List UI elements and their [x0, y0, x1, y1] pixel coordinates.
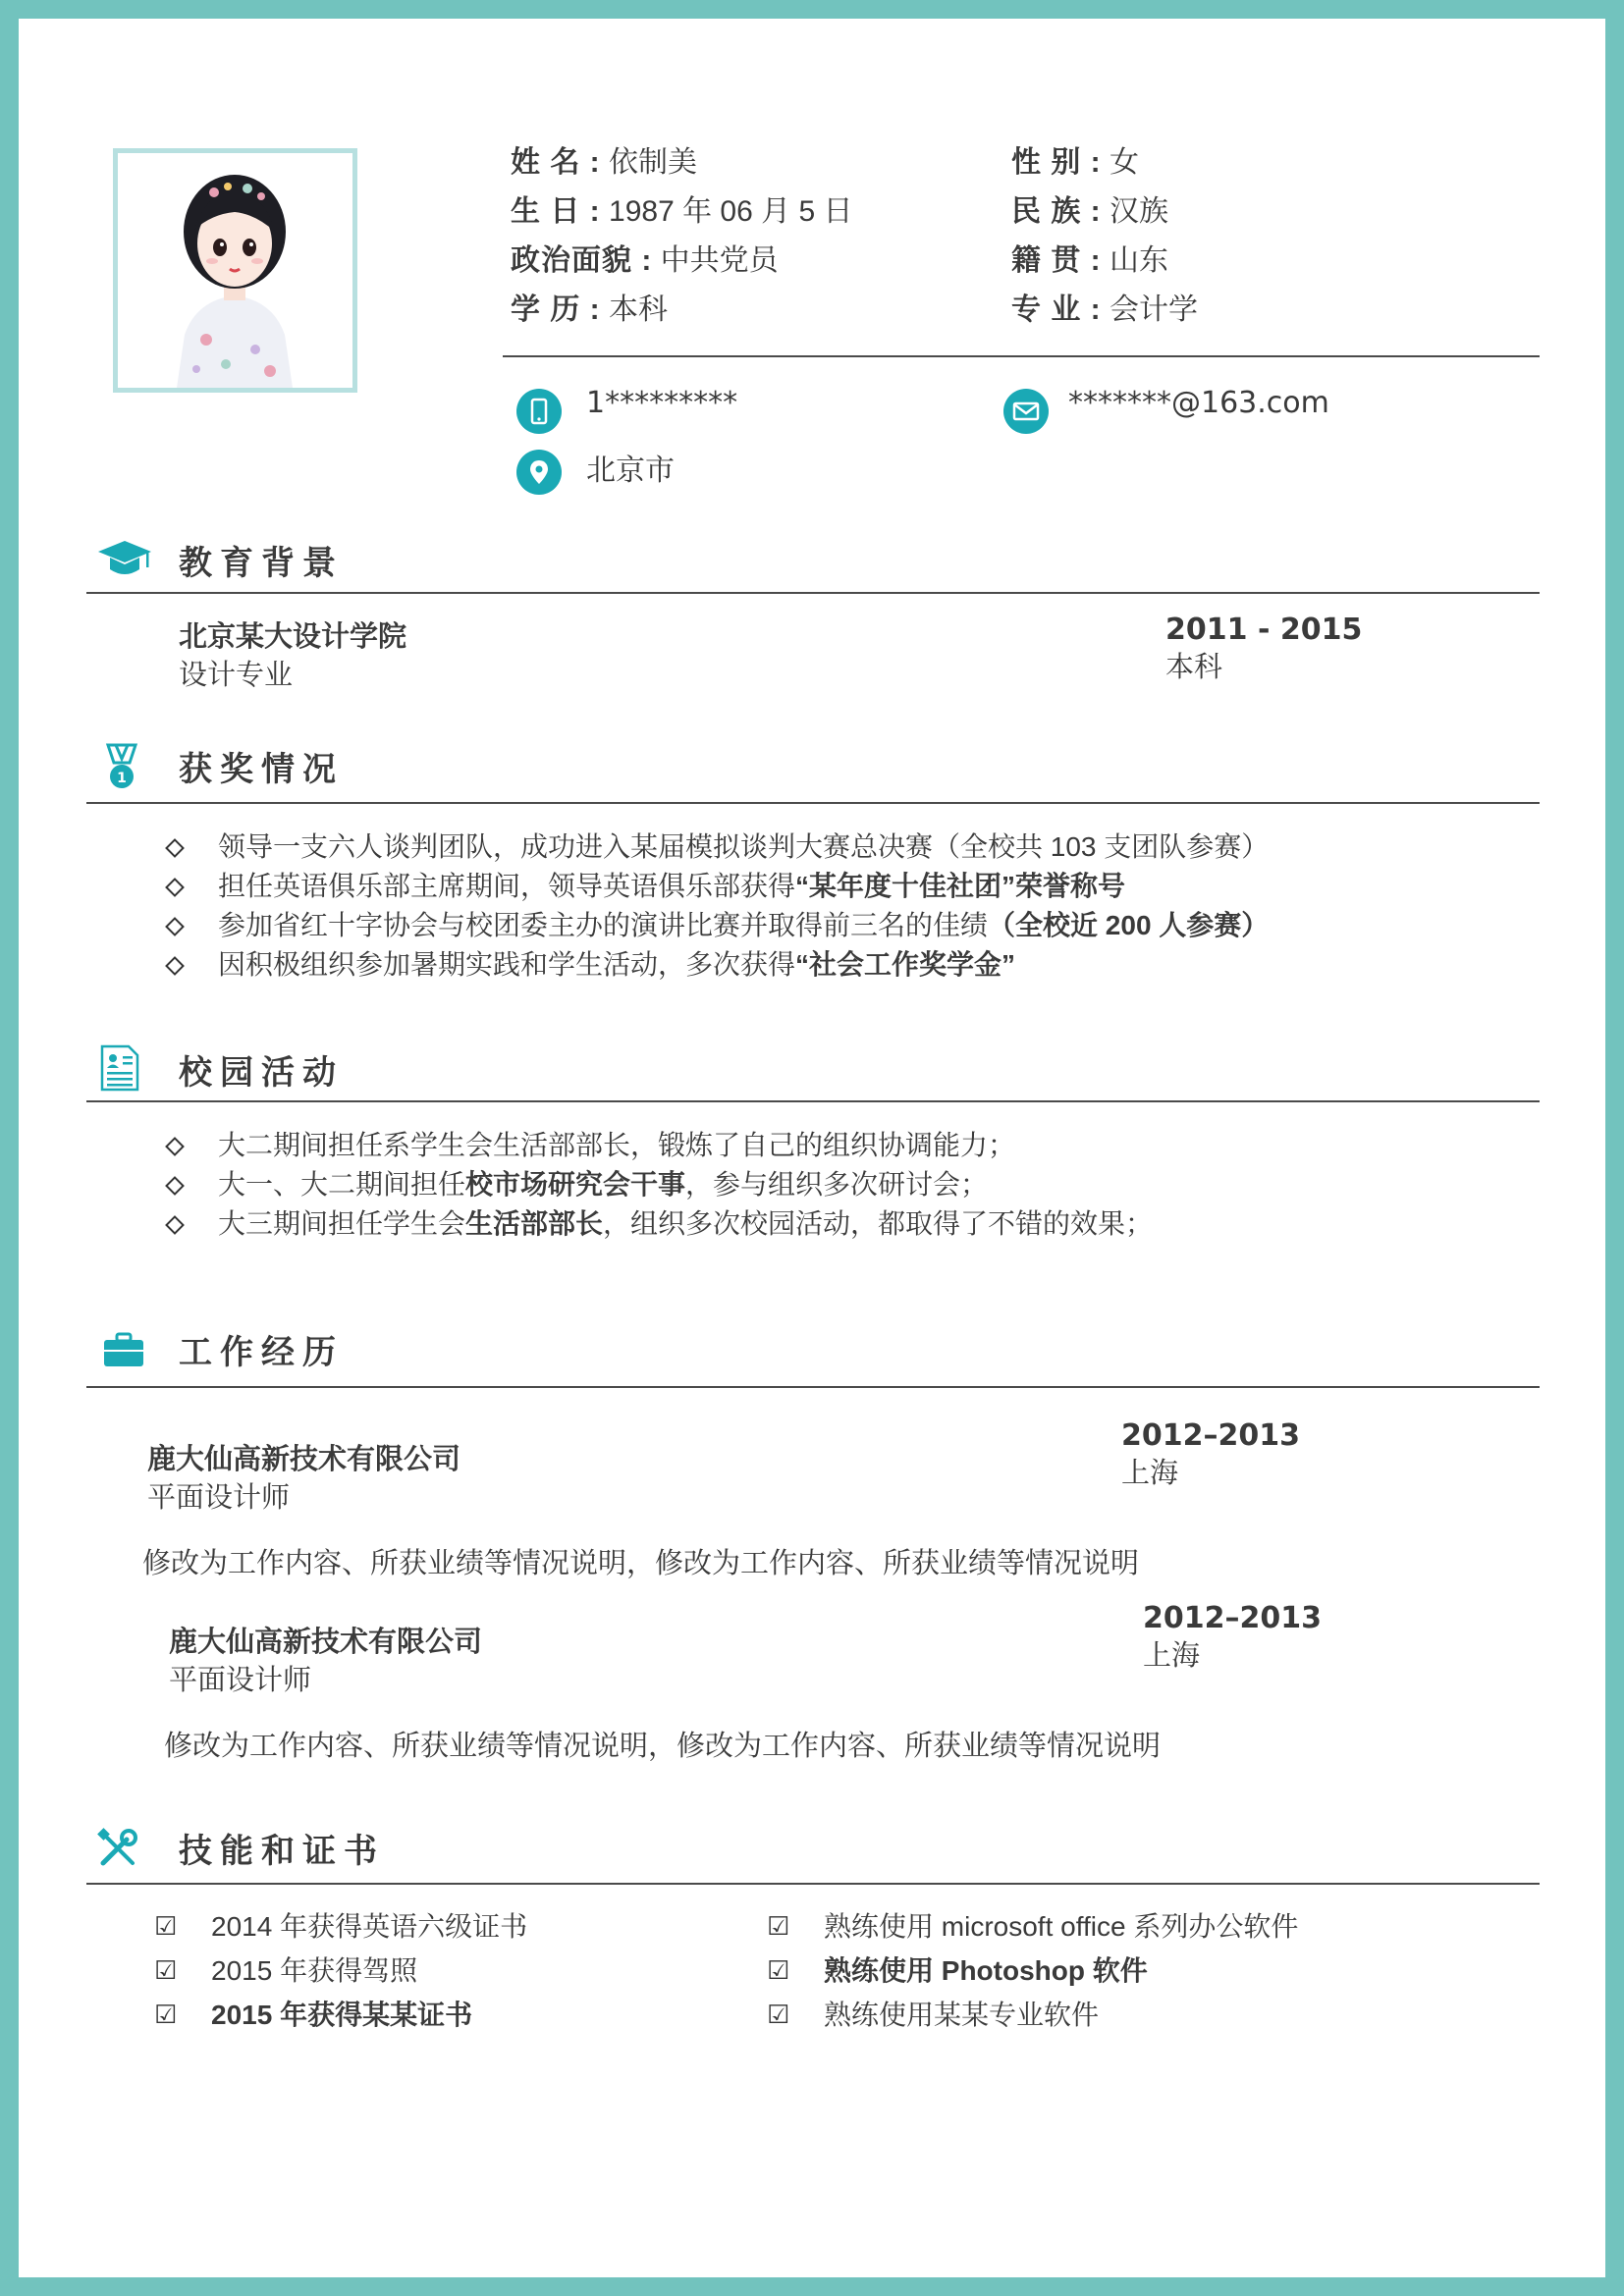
- campus-highlight: 校市场研究会干事: [465, 1169, 686, 1200]
- email-icon: [1003, 389, 1049, 434]
- info-label: 专 业 :: [1011, 294, 1102, 326]
- campus-text: 大一、大二期间担任: [218, 1169, 466, 1200]
- skills-divider: [86, 1883, 1540, 1885]
- job-company: 鹿大仙高新技术有限公司: [147, 1444, 461, 1475]
- school-major: 设计专业: [179, 660, 294, 691]
- document-icon: [99, 1044, 140, 1096]
- awards-divider: [86, 802, 1540, 804]
- job-years: 2012–2013: [1143, 1601, 1322, 1635]
- info-label: 政治面貌 :: [511, 244, 653, 277]
- campus-text-tail: ，组织多次校园活动，都取得了不错的效果；: [603, 1208, 1154, 1239]
- campus-divider: [86, 1100, 1540, 1102]
- medal-icon: [102, 743, 141, 797]
- award-text: 因积极组织参加暑期实践和学生活动，多次获得: [218, 949, 796, 980]
- education-divider: [86, 592, 1540, 594]
- job-description: 修改为工作内容、所获业绩等情况说明，修改为工作内容、所获业绩等情况说明: [142, 1548, 1140, 1579]
- award-item: [218, 947, 1015, 983]
- campus-text: 大三期间担任学生会: [218, 1208, 466, 1239]
- profile-divider: [503, 355, 1540, 357]
- checkbox-icon: ☑: [154, 2001, 178, 2030]
- info-label: 民 族 :: [1011, 195, 1102, 228]
- award-item: [218, 829, 1269, 865]
- award-highlight: （全校近 200 人参赛）: [988, 910, 1270, 940]
- phone-icon: [516, 389, 562, 434]
- checkbox-icon: ☑: [767, 2001, 790, 2030]
- info-birthday: [511, 193, 852, 231]
- campus-item: [218, 1167, 988, 1202]
- education-degree: 本科: [1165, 652, 1223, 683]
- phone-number[interactable]: 1*********: [586, 386, 738, 420]
- school-name: 北京某大设计学院: [179, 621, 407, 653]
- award-text: 领导一支六人谈判团队，成功进入某届模拟谈判大赛总决赛（全校共 103 支团队参赛）: [218, 831, 1270, 862]
- job-description: 修改为工作内容、所获业绩等情况说明，修改为工作内容、所获业绩等情况说明: [164, 1731, 1162, 1762]
- info-value: 女: [1110, 146, 1140, 179]
- info-politics: [511, 242, 779, 280]
- job-city: 上海: [1121, 1458, 1179, 1489]
- campus-highlight: 生活部部长: [465, 1208, 604, 1239]
- skill-item: 2014 年获得英语六级证书: [211, 1911, 528, 1942]
- info-label: 性 别 :: [1011, 146, 1102, 179]
- skill-item: 熟练使用 microsoft office 系列办公软件: [824, 1911, 1299, 1942]
- section-title-skills: 技能和证书: [179, 1833, 385, 1870]
- info-name: [511, 144, 697, 182]
- info-ethnicity: [1011, 193, 1168, 231]
- info-label: 生 日 :: [511, 195, 601, 228]
- job-city: 上海: [1143, 1640, 1201, 1672]
- skill-item: 熟练使用某某专业软件: [824, 2000, 1100, 2030]
- award-text: 参加省红十字协会与校团委主办的演讲比赛并取得前三名的佳绩: [218, 910, 989, 940]
- job-role: 平面设计师: [169, 1665, 312, 1696]
- award-text: 担任英语俱乐部主席期间，领导英语俱乐部获得: [218, 871, 796, 901]
- campus-item: [218, 1128, 1015, 1163]
- info-value: 中共党员: [660, 244, 779, 277]
- info-label: 籍 贯 :: [1011, 244, 1102, 277]
- award-item: [218, 908, 1269, 943]
- graduation-cap-icon: [96, 538, 153, 584]
- section-title-work: 工作经历: [179, 1334, 344, 1371]
- info-value: 1987 年 06 月 5 日: [609, 195, 853, 228]
- skill-item: 2015 年获得某某证书: [211, 2000, 473, 2030]
- tools-icon: [97, 1828, 138, 1874]
- info-value: 会计学: [1110, 294, 1199, 326]
- section-title-awards: 获奖情况: [179, 751, 344, 788]
- city: 北京市: [586, 454, 675, 488]
- info-hometown: [1011, 242, 1168, 280]
- education-years: 2011 - 2015: [1165, 613, 1363, 647]
- info-label: 姓 名 :: [511, 146, 601, 179]
- email-address[interactable]: *******@163.com: [1068, 386, 1329, 420]
- info-value: 本科: [609, 294, 669, 326]
- info-label: 学 历 :: [511, 294, 601, 326]
- avatar: [113, 148, 357, 393]
- job-years: 2012–2013: [1121, 1418, 1300, 1453]
- info-value: 山东: [1110, 244, 1169, 277]
- section-title-campus: 校园活动: [179, 1054, 344, 1092]
- campus-text-tail: ，参与组织多次研讨会；: [685, 1169, 989, 1200]
- award-highlight: “某年度十佳社团”荣誉称号: [795, 871, 1126, 901]
- info-major: [1011, 292, 1198, 329]
- info-education: [511, 292, 668, 329]
- skill-item: 2015 年获得驾照: [211, 1955, 418, 1986]
- campus-text: 大二期间担任系学生会生活部部长，锻炼了自己的组织协调能力；: [218, 1130, 1016, 1160]
- work-divider: [86, 1386, 1540, 1388]
- briefcase-icon: [103, 1332, 144, 1372]
- campus-item: [218, 1206, 1153, 1242]
- info-gender: [1011, 144, 1139, 182]
- checkbox-icon: ☑: [154, 1912, 178, 1942]
- job-company: 鹿大仙高新技术有限公司: [169, 1627, 483, 1658]
- info-value: 汉族: [1110, 195, 1169, 228]
- section-title-education: 教育背景: [179, 545, 344, 582]
- checkbox-icon: ☑: [767, 1956, 790, 1986]
- award-highlight: “社会工作奖学金”: [795, 949, 1016, 980]
- avatar-illustration: [118, 153, 352, 388]
- svg-text:1: 1: [117, 771, 127, 786]
- job-role: 平面设计师: [147, 1482, 291, 1514]
- award-item: [218, 869, 1125, 904]
- location-icon: [516, 450, 562, 495]
- checkbox-icon: ☑: [154, 1956, 178, 1986]
- checkbox-icon: ☑: [767, 1912, 790, 1942]
- info-value: 依制美: [609, 146, 698, 179]
- skill-item: 熟练使用 Photoshop 软件: [824, 1955, 1148, 1986]
